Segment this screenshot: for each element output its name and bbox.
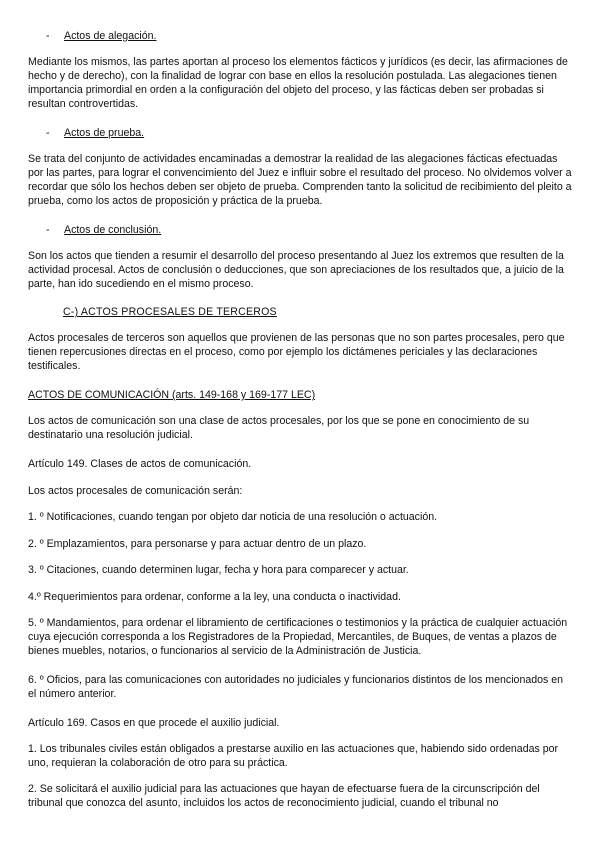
list-item: 4.º Requerimientos para ordenar, conforme a la ley, una conducta o inactividad. <box>28 591 401 603</box>
paragraph-comunicacion: Los actos de comunicación son una clase de actos procesales, por los que se pone en conocimiento de su destinatario una resolución judicial. <box>28 415 530 441</box>
heading-terceros: C-) ACTOS PROCESALES DE TERCEROS <box>63 306 277 318</box>
heading-prueba: - Actos de prueba. <box>46 127 145 139</box>
list-item: 3. º Citaciones, cuando determinen lugar, fecha y hora para comparecer y actuar. <box>28 564 409 576</box>
list-item: 5. º Mandamientos, para ordenar el libramiento de certificaciones o testimonios y la práctica de cualquier actuación cuya ejecución corresponda a los Registradores de la Propiedad, Mercantiles, de Buques, de ventas a plazos de bienes muebles, notarios, o funcionarios al servicio de la Administración de Justicia. <box>28 617 568 657</box>
article-169-title: Artículo 169. Casos en que procede el auxilio judicial. <box>28 717 280 729</box>
paragraph-alegacion: Mediante los mismos, las partes aportan al proceso los elementos fácticos y jurídicos (es decir, las afirmaciones de hecho y de derecho), con la finalidad de lograr con base en ellos la resolución postulada. Las alegaciones tienen importancia primordial en orden a la configuración del objeto del proceso, y las fácticas deben ser probadas si resultan controvertidas. <box>28 56 568 110</box>
auxilio-item: 2. Se solicitará el auxilio judicial para las actuaciones que hayan de efectuarse fuera de la circunscripción del tribunal que conozca del asunto, incluidos los actos de reconocimiento judicial, cuando el tribunal no <box>28 783 540 809</box>
paragraph-conclusion: Son los actos que tienden a resumir el desarrollo del proceso presentando al Juez los extremos que resulten de la actividad procesal. Actos de conclusión o deducciones, que son apreciaciones de los resultados que, a juicio de la parte, han ido sucediendo en el mismo proceso. <box>28 250 564 290</box>
auxilio-item: 1. Los tribunales civiles están obligados a prestarse auxilio en las actuaciones que, habiendo sido ordenadas por uno, requieran la colaboración de otro para su práctica. <box>28 743 559 769</box>
article-149-title: Artículo 149. Clases de actos de comunicación. <box>28 458 252 470</box>
list-item: 2. º Emplazamientos, para personarse y para actuar dentro de un plazo. <box>28 538 367 550</box>
paragraph-terceros: Actos procesales de terceros son aquellos que provienen de las personas que no son partes procesales, pero que tienen repercusiones directas en el proceso, como por ejemplo los dictámenes periciales y las declaraciones testificales. <box>28 332 565 372</box>
heading-comunicacion: ACTOS DE COMUNICACIÓN (arts. 149-168 y 169-177 LEC) <box>28 389 316 401</box>
list-item: 6. º Oficios, para las comunicaciones con autoridades no judiciales y funcionarios distintos de los mencionados en el número anterior. <box>28 674 564 700</box>
list-item: 1. º Notificaciones, cuando tengan por objeto dar noticia de una resolución o actuación. <box>28 511 438 523</box>
heading-alegacion: - Actos de alegación. <box>46 30 157 42</box>
intro-comunicacion: Los actos procesales de comunicación serán: <box>28 485 243 497</box>
paragraph-prueba: Se trata del conjunto de actividades encaminadas a demostrar la realidad de las alegaciones fácticas efectuadas por las partes, para lograr el convencimiento del Juez e influir sobre el resultado del proceso. No olvidemos volver a recordar que sólo los hechos deben ser objeto de prueba. Comprenden tanto la solicitud de recibimiento del pleito a prueba, como los actos de proposición y práctica de la prueba. <box>28 153 572 207</box>
heading-conclusion: - Actos de conclusión. <box>46 224 162 236</box>
